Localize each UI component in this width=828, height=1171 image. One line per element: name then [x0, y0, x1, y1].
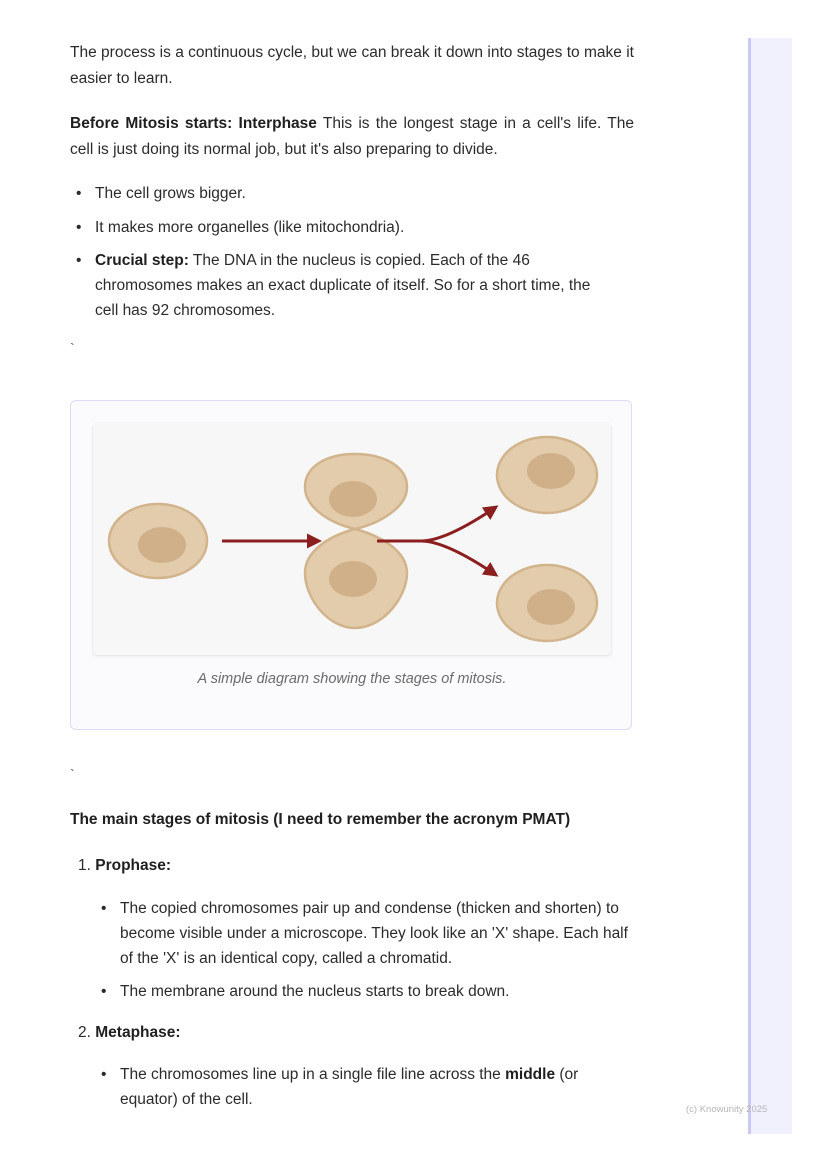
bullet-text: The chromosomes line up in a single file line across the — [120, 1066, 506, 1083]
stages-heading: The main stages of mitosis (I need to remember the acronym PMAT) — [70, 811, 571, 828]
list-item — [76, 181, 625, 206]
interphase-paragraph — [70, 111, 634, 163]
numbered-item — [78, 853, 171, 878]
mitosis-figure — [70, 400, 632, 730]
backtick-mark: ` — [70, 766, 75, 782]
backtick-mark: ` — [70, 340, 75, 356]
bullet-text: (or equator) of the cell. — [120, 1066, 579, 1108]
bullet-icon: • — [76, 252, 82, 269]
list-item — [101, 896, 634, 971]
bullet-icon: • — [101, 983, 107, 1000]
interphase-title: Before Mitosis starts: Interphase — [70, 115, 317, 132]
arrow-split-up-icon — [377, 507, 496, 541]
bullet-text: The copied chromosomes pair up and condense (thicken and shorten) to become visible under a microscope. They look like an 'X' shape. Each half of the 'X' is an identical copy, called a chromatid. — [120, 900, 628, 967]
copyright-footer: (c) Knowunity 2025 — [686, 1104, 768, 1115]
right-sidebar — [748, 38, 792, 1134]
bullet-icon: • — [76, 219, 82, 236]
stage-title: Metaphase: — [95, 1024, 181, 1041]
bullet-icon: • — [101, 1066, 107, 1083]
crucial-text: The DNA in the nucleus is copied. Each of the 46 chromosomes makes an exact duplicate of itself. So for a short time, the cell has 92 chromosomes. — [95, 252, 591, 319]
bullet-icon: • — [101, 900, 107, 917]
parent-nucleus — [138, 527, 186, 563]
bullet-text: The membrane around the nucleus starts to break down. — [120, 983, 510, 1000]
list-item — [76, 248, 615, 323]
dividing-nucleus-bottom — [329, 561, 377, 597]
daughter-nucleus-bottom — [527, 589, 575, 625]
mitosis-diagram — [71, 401, 633, 671]
bullet-icon: • — [76, 185, 82, 202]
crucial-label: Crucial step: — [95, 252, 189, 269]
numbered-item — [78, 1020, 181, 1045]
daughter-nucleus-top — [527, 453, 575, 489]
stage-title: Prophase: — [95, 857, 172, 874]
intro-paragraph: The process is a continuous cycle, but we can break it down into stages to make it easier to learn. — [70, 44, 634, 87]
list-item — [76, 215, 625, 240]
item-number: 1. — [78, 857, 91, 874]
list-item — [101, 979, 634, 1004]
bold-word: middle — [505, 1066, 556, 1083]
interphase-text: This is the longest stage in a cell's life. The cell is just doing its normal job, but it's also preparing to divide. — [70, 115, 634, 158]
dividing-nucleus-top — [329, 481, 377, 517]
bullet-text: It makes more organelles (like mitochondria). — [95, 219, 405, 236]
arrow-split-down-icon — [421, 541, 496, 575]
figure-caption: A simple diagram showing the stages of mitosis. — [197, 671, 507, 687]
list-item — [101, 1062, 610, 1112]
bullet-text: The cell grows bigger. — [95, 185, 246, 202]
item-number: 2. — [78, 1024, 91, 1041]
